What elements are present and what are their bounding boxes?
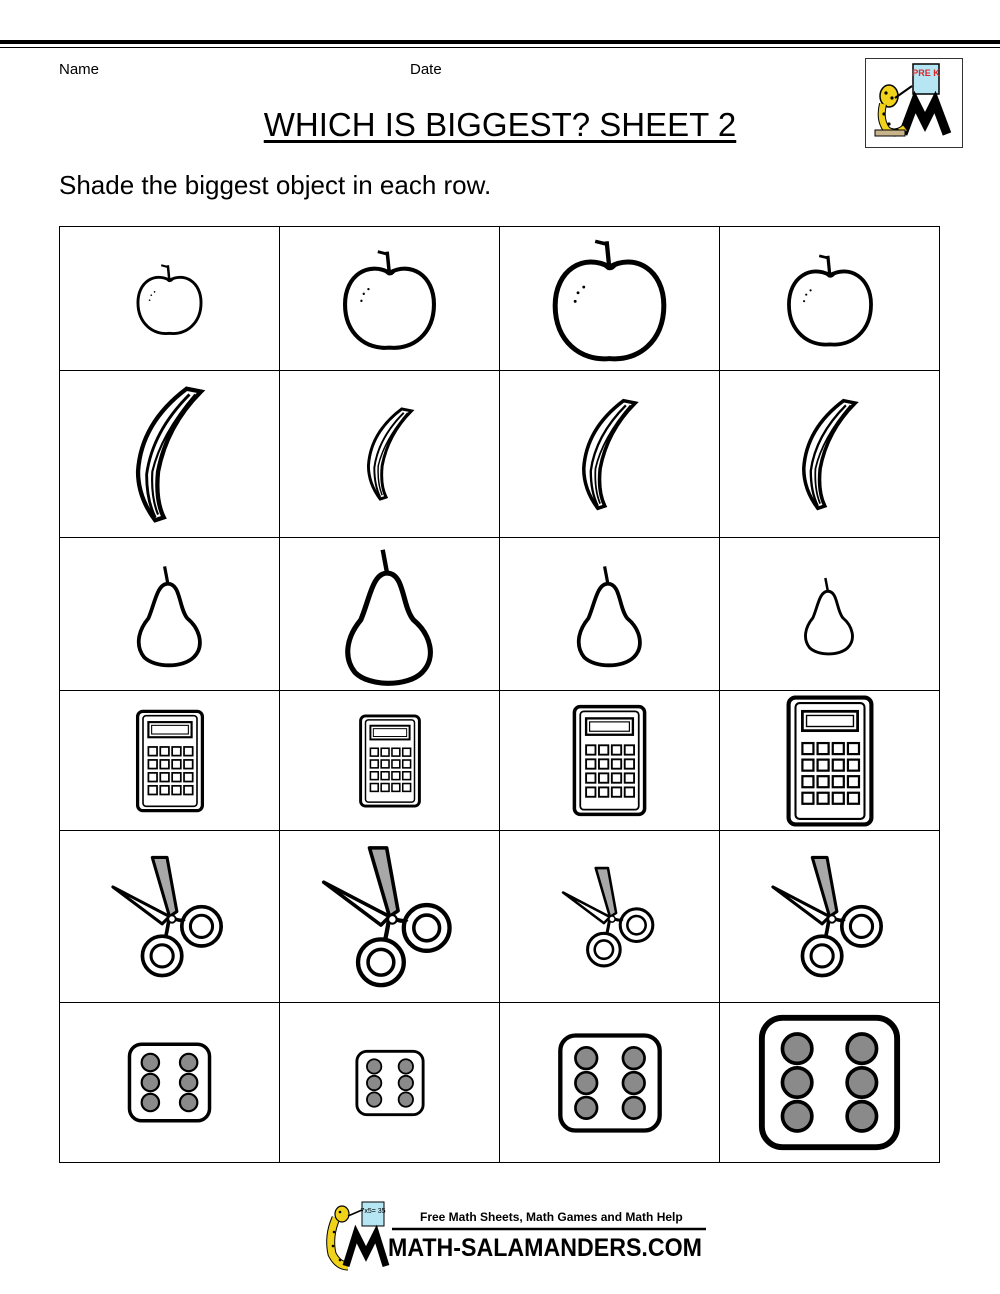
banana-icon xyxy=(771,396,888,513)
apple-icon xyxy=(776,245,884,353)
cell-die-3[interactable] xyxy=(500,1003,720,1163)
cell-apple-3[interactable] xyxy=(500,227,720,371)
row-apples xyxy=(60,227,940,371)
footer-badge-text: 7x5= 35 xyxy=(360,1208,386,1215)
name-label: Name xyxy=(59,61,100,78)
scissors-icon xyxy=(108,855,231,978)
scissors-icon xyxy=(318,845,461,988)
cell-apple-1[interactable] xyxy=(60,227,280,371)
pear-icon xyxy=(317,541,463,687)
cell-pear-4[interactable] xyxy=(720,538,940,691)
cell-pear-2[interactable] xyxy=(280,538,500,691)
cell-scissors-1[interactable] xyxy=(60,831,280,1003)
cell-die-2[interactable] xyxy=(280,1003,500,1163)
calculator-icon xyxy=(551,702,668,819)
footer-tagline: Free Math Sheets, Math Games and Math Help xyxy=(420,1210,683,1224)
banana-icon xyxy=(551,396,668,513)
calculator-icon xyxy=(116,707,224,815)
row-bananas xyxy=(60,371,940,538)
pear-icon xyxy=(556,560,664,668)
die-icon xyxy=(354,1047,426,1119)
pear-icon xyxy=(788,573,871,656)
page-title xyxy=(0,106,1000,144)
top-rule-thick xyxy=(0,40,1000,44)
cell-banana-3[interactable] xyxy=(500,371,720,538)
row-calculators xyxy=(60,691,940,831)
cell-pear-3[interactable] xyxy=(500,538,720,691)
footer-site-name: MATH-SALAMANDERS.COM xyxy=(388,1234,702,1262)
scissors-icon xyxy=(768,855,891,978)
cell-calculator-4[interactable] xyxy=(720,691,940,831)
cell-calculator-2[interactable] xyxy=(280,691,500,831)
calculator-icon xyxy=(761,692,899,830)
cell-calculator-3[interactable] xyxy=(500,691,720,831)
calculator-icon xyxy=(341,712,439,810)
logo-badge-text: PRE K xyxy=(912,68,940,78)
row-scissors xyxy=(60,831,940,1003)
date-label: Date xyxy=(410,61,442,78)
pear-icon xyxy=(116,560,224,668)
cell-apple-4[interactable] xyxy=(720,227,940,371)
cell-pear-1[interactable] xyxy=(60,538,280,691)
cell-banana-2[interactable] xyxy=(280,371,500,538)
cell-scissors-4[interactable] xyxy=(720,831,940,1003)
banana-icon xyxy=(341,405,439,503)
comparison-grid xyxy=(59,226,940,1163)
cell-scissors-2[interactable] xyxy=(280,831,500,1003)
cell-calculator-1[interactable] xyxy=(60,691,280,831)
die-icon xyxy=(126,1039,213,1126)
row-dice xyxy=(60,1003,940,1163)
cell-die-4[interactable] xyxy=(720,1003,940,1163)
cell-die-1[interactable] xyxy=(60,1003,280,1163)
cell-banana-1[interactable] xyxy=(60,371,280,538)
die-icon xyxy=(756,1009,903,1156)
scissors-icon xyxy=(559,866,661,968)
top-rule-thin xyxy=(0,47,1000,48)
cell-scissors-3[interactable] xyxy=(500,831,720,1003)
instruction-text: Shade the biggest object in each row. xyxy=(59,170,492,200)
cell-apple-2[interactable] xyxy=(280,227,500,371)
die-icon xyxy=(556,1029,664,1137)
apple-icon xyxy=(128,257,211,340)
page-title-text: WHICH IS BIGGEST? SHEET 2 xyxy=(263,106,737,143)
apple-icon xyxy=(331,240,448,357)
math-salamanders-footer-logo xyxy=(322,1200,712,1272)
banana-icon xyxy=(98,383,241,526)
cell-banana-4[interactable] xyxy=(720,371,940,538)
apple-icon xyxy=(538,227,681,370)
row-pears xyxy=(60,538,940,691)
